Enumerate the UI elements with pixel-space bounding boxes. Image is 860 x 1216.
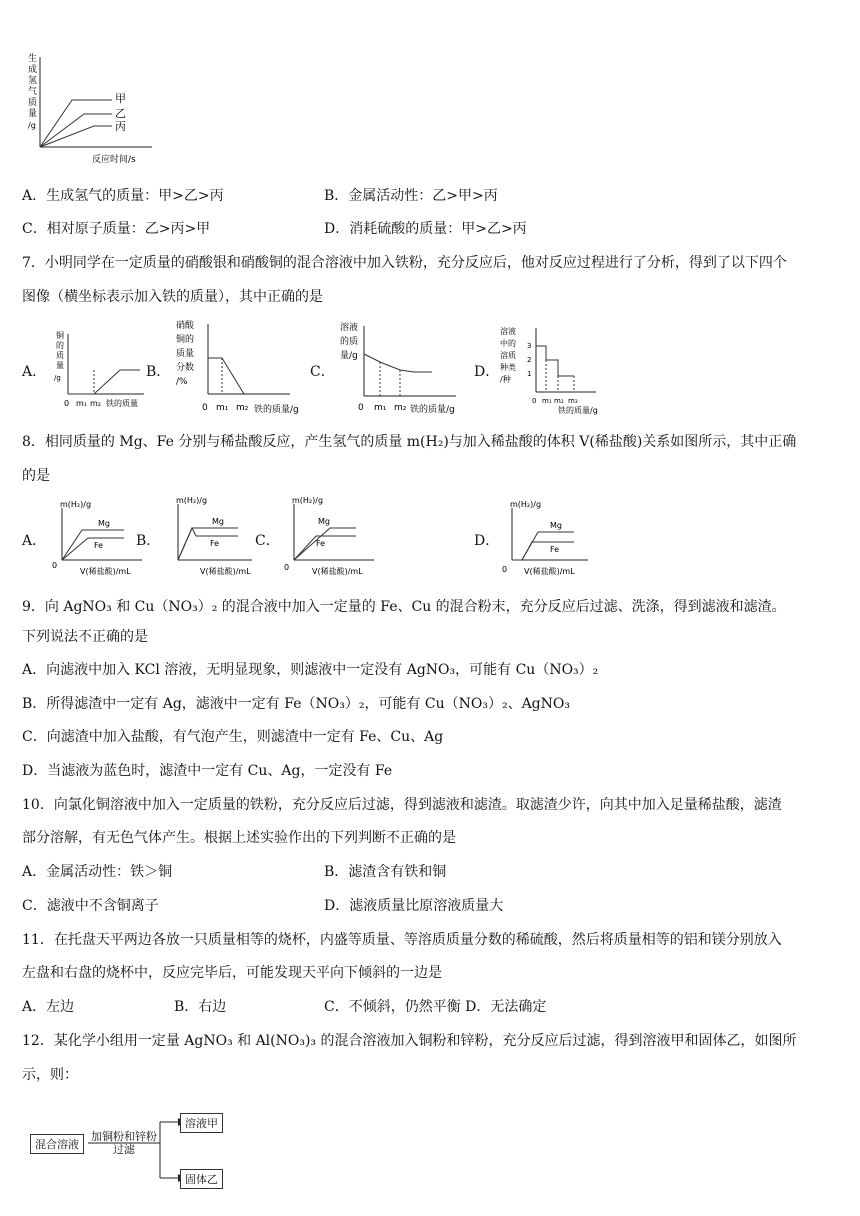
svg-text:生: 生 bbox=[28, 54, 38, 64]
flow-box-solution-jia: 溶液甲 bbox=[180, 1113, 223, 1133]
flow-step-label: 加铜粉和锌粉 过滤 bbox=[91, 1130, 157, 1156]
q8-label-d: D． bbox=[474, 533, 500, 549]
svg-text:质: 质 bbox=[28, 98, 38, 108]
svg-text:Mg: Mg bbox=[98, 519, 110, 528]
q10-option-d: D．滤液质量比原溶液质量大 bbox=[324, 898, 504, 914]
q6-option-c: C．相对原子质量：乙>丙>甲 bbox=[22, 221, 211, 237]
q7-label-b: B． bbox=[146, 364, 171, 380]
svg-text:m₂: m₂ bbox=[394, 403, 407, 413]
q11-option-b: B．右边 bbox=[174, 999, 227, 1015]
q7-graph-d bbox=[496, 324, 616, 416]
q6-option-b: B．金属活动性：乙>甲>丙 bbox=[324, 188, 498, 204]
svg-text:m₂: m₂ bbox=[236, 403, 249, 413]
svg-text:溶质: 溶质 bbox=[500, 351, 516, 360]
svg-text:m(H₂)/g: m(H₂)/g bbox=[510, 500, 542, 509]
q6-label-yi: 乙 bbox=[115, 107, 126, 120]
q11-stem-line2: 左盘和右盘的烧杯中，反应完毕后，可能发现天平向下倾斜的一边是 bbox=[22, 965, 442, 981]
svg-text:0: 0 bbox=[202, 403, 208, 413]
svg-text:成: 成 bbox=[28, 65, 38, 75]
svg-text:V(稀盐酸)/mL: V(稀盐酸)/mL bbox=[524, 567, 575, 576]
svg-text:m₁: m₁ bbox=[216, 403, 229, 413]
q9-stem-line1: 9．向 AgNO₃ 和 Cu（NO₃）₂ 的混合液中加入一定量的 Fe、Cu 的混合粉末，充分反应后过滤、洗涤，得到滤液和滤渣。 bbox=[22, 599, 786, 615]
q8-graph-b bbox=[160, 494, 260, 578]
svg-text:量/g: 量/g bbox=[340, 351, 358, 361]
svg-text:0: 0 bbox=[532, 397, 537, 405]
q7-graph-c bbox=[336, 320, 476, 416]
flow-box-mixed-solution: 混合溶液 bbox=[30, 1134, 84, 1154]
q8-label-b: B． bbox=[136, 533, 161, 549]
q11-stem-line1: 11．在托盘天平两边各放一只质量相等的烧杯，内盛等质量、等溶质质量分数的稀硫酸，然后将质量相等的铝和镁分别放入 bbox=[22, 932, 782, 948]
svg-text:0: 0 bbox=[64, 399, 70, 408]
svg-text:种类: 种类 bbox=[500, 363, 516, 372]
svg-text:m(H₂)/g: m(H₂)/g bbox=[60, 500, 92, 509]
svg-text:m₂: m₂ bbox=[90, 399, 101, 408]
q8-label-c: C． bbox=[255, 533, 280, 549]
q6-option-a: A．生成氢气的质量：甲>乙>丙 bbox=[22, 188, 224, 204]
svg-text:/%: /% bbox=[176, 377, 188, 387]
q6-graph bbox=[22, 52, 162, 167]
svg-text:V(稀盐酸)/mL: V(稀盐酸)/mL bbox=[80, 567, 131, 576]
q8-graph-d bbox=[500, 498, 600, 578]
svg-text:铁的质量: 铁的质量 bbox=[106, 399, 138, 408]
q6-label-jia: 甲 bbox=[115, 92, 126, 105]
q9-option-d: D．当滤液为蓝色时，滤渣中一定有 Cu、Ag，一定没有 Fe bbox=[22, 763, 393, 779]
q9-option-c: C．向滤渣中加入盐酸，有气泡产生，则滤渣中一定有 Fe、Cu、Ag bbox=[22, 729, 444, 745]
svg-text:质量: 质量 bbox=[176, 349, 195, 359]
svg-text:m₂: m₂ bbox=[554, 397, 564, 405]
svg-text:0: 0 bbox=[358, 403, 364, 413]
svg-text:0: 0 bbox=[52, 561, 58, 570]
svg-text:铁的质量/g: 铁的质量/g bbox=[254, 405, 299, 415]
q6-line-jia bbox=[40, 100, 112, 147]
svg-text:Mg: Mg bbox=[212, 517, 224, 526]
svg-text:的: 的 bbox=[56, 341, 64, 350]
q6-option-d: D．消耗硫酸的质量：甲>乙>丙 bbox=[324, 221, 527, 237]
q7-stem-line2: 图像（横坐标表示加入铁的质量），其中正确的是 bbox=[22, 289, 323, 305]
q9-stem-line2: 下列说法不正确的是 bbox=[22, 629, 148, 645]
q10-option-b: B．滤渣含有铁和铜 bbox=[324, 864, 447, 880]
svg-text:量: 量 bbox=[28, 109, 38, 119]
svg-text:铜的: 铜的 bbox=[176, 335, 195, 345]
svg-text:Mg: Mg bbox=[318, 517, 330, 526]
svg-text:1: 1 bbox=[527, 370, 532, 378]
q10-stem-line1: 10．向氯化铜溶液中加入一定质量的铁粉，充分反应后过滤，得到滤液和滤渣。取滤渣少许，向其中加入足量稀盐酸，滤渣 bbox=[22, 797, 782, 813]
svg-text:硝酸: 硝酸 bbox=[176, 321, 195, 331]
svg-text:铁的质量/g: 铁的质量/g bbox=[558, 406, 598, 415]
q8-graph-a bbox=[50, 498, 150, 578]
q7-graph-a bbox=[48, 328, 150, 410]
q12-stem-line2: 示，则： bbox=[22, 1067, 78, 1083]
svg-text:气: 气 bbox=[28, 87, 38, 97]
svg-text:V(稀盐酸)/mL: V(稀盐酸)/mL bbox=[312, 567, 363, 576]
q7-label-a: A． bbox=[22, 364, 47, 380]
q6-line-bing bbox=[40, 126, 112, 147]
svg-text:分数: 分数 bbox=[176, 363, 195, 373]
q12-stem-line1: 12．某化学小组用一定量 AgNO₃ 和 Al(NO₃)₃ 的混合溶液加入铜粉和锌粉，充分反应后过滤，得到溶液甲和固体乙，如图所 bbox=[22, 1033, 797, 1049]
svg-text:溶液: 溶液 bbox=[500, 327, 516, 336]
q8-stem-line1: 8．相同质量的 Mg、Fe 分别与稀盐酸反应，产生氢气的质量 m(H₂)与加入稀盐酸的体积 V(稀盐酸)关系如图所示，其中正确 bbox=[22, 434, 797, 450]
q7-stem-line1: 7．小明同学在一定质量的硝酸银和硝酸铜的混合溶液中加入铁粉，充分反应后，他对反应过程进行了分析，得到了以下四个 bbox=[22, 255, 787, 271]
q10-option-c: C．滤液中不含铜离子 bbox=[22, 898, 159, 914]
svg-text:m₁: m₁ bbox=[76, 399, 87, 408]
svg-text:3: 3 bbox=[527, 342, 532, 350]
svg-text:m₁: m₁ bbox=[542, 397, 552, 405]
q6-label-bing: 丙 bbox=[115, 120, 126, 133]
q7-label-c: C． bbox=[310, 364, 335, 380]
q11-option-cd: C．不倾斜，仍然平衡 D．无法确定 bbox=[324, 999, 547, 1015]
q9-option-a: A．向滤液中加入 KCl 溶液，无明显现象，则滤液中一定没有 AgNO₃，可能有 Cu（NO₃）₂ bbox=[22, 662, 599, 678]
svg-text:Fe: Fe bbox=[316, 539, 326, 548]
q8-graph-c bbox=[282, 494, 382, 578]
svg-text:0: 0 bbox=[284, 563, 290, 572]
svg-text:Fe: Fe bbox=[210, 539, 220, 548]
q7-label-d: D． bbox=[474, 364, 500, 380]
svg-text:m(H₂)/g: m(H₂)/g bbox=[292, 496, 324, 505]
svg-text:的质: 的质 bbox=[340, 337, 359, 347]
svg-text:m₃: m₃ bbox=[568, 397, 578, 405]
svg-text:/g: /g bbox=[54, 374, 61, 382]
svg-text:/g: /g bbox=[28, 121, 36, 130]
q10-stem-line2: 部分溶解，有无色气体产生。根据上述实验作出的下列判断不正确的是 bbox=[22, 830, 456, 846]
svg-text:量: 量 bbox=[56, 361, 64, 370]
svg-text:溶液: 溶液 bbox=[340, 323, 359, 333]
q8-stem-line2: 的是 bbox=[22, 468, 50, 484]
flow-box-solid-yi: 固体乙 bbox=[180, 1169, 223, 1189]
svg-text:m₁: m₁ bbox=[374, 403, 387, 413]
svg-text:V(稀盐酸)/mL: V(稀盐酸)/mL bbox=[200, 567, 251, 576]
svg-text:2: 2 bbox=[527, 356, 532, 364]
q6-x-axis-label: 反应时间/s bbox=[92, 155, 136, 165]
svg-text:铁的质量/g: 铁的质量/g bbox=[410, 405, 455, 415]
q11-option-a: A．左边 bbox=[22, 999, 75, 1015]
svg-text:/种: /种 bbox=[500, 375, 511, 384]
svg-text:中的: 中的 bbox=[500, 339, 516, 348]
q10-option-a: A．金属活动性：铁＞铜 bbox=[22, 864, 173, 880]
svg-text:m(H₂)/g: m(H₂)/g bbox=[176, 496, 208, 505]
q7-graph-b bbox=[170, 318, 310, 418]
svg-text:质: 质 bbox=[56, 351, 64, 360]
q9-option-b: B．所得滤渣中一定有 Ag，滤液中一定有 Fe（NO₃）₂，可能有 Cu（NO₃）₂、AgNO₃ bbox=[22, 696, 570, 712]
svg-text:Fe: Fe bbox=[550, 545, 560, 554]
svg-text:氢: 氢 bbox=[28, 76, 38, 86]
svg-text:铜: 铜 bbox=[56, 331, 64, 340]
svg-text:0: 0 bbox=[502, 565, 508, 574]
q6-y-axis-label bbox=[28, 52, 37, 130]
svg-text:Fe: Fe bbox=[94, 541, 104, 550]
svg-text:Mg: Mg bbox=[550, 521, 562, 530]
q8-label-a: A． bbox=[22, 533, 47, 549]
